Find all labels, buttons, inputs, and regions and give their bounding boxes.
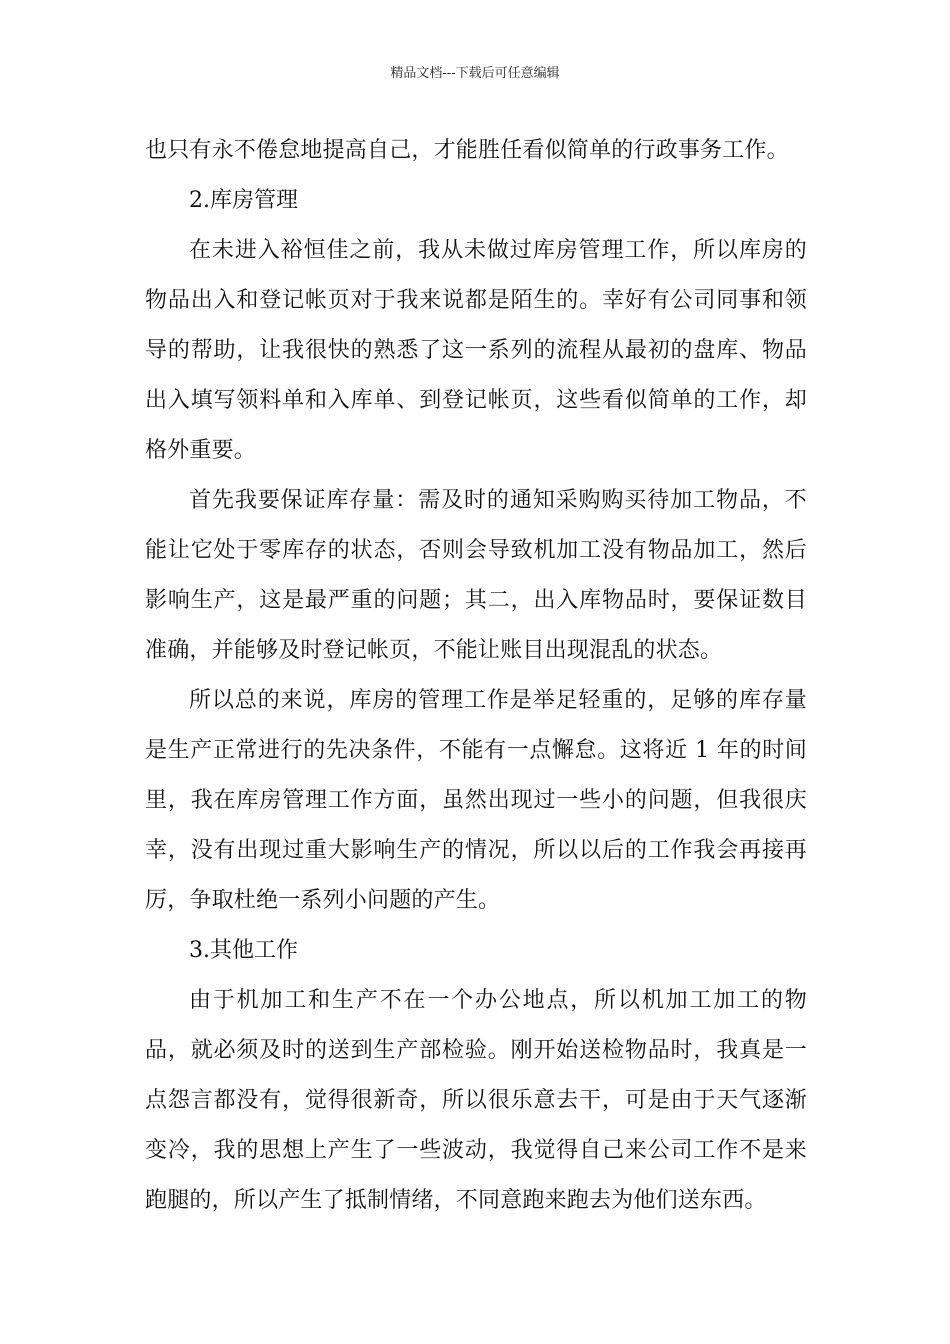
document-body [145, 126, 807, 1226]
section-heading-warehouse: 2.库房管理 [189, 188, 298, 213]
paragraph-summary: 所以总的来说，库房的管理工作是举足轻重的，足够的库存量是生产正常进行的先决条件，不能有一点懈怠。这将近 1 年的时间里，我在库房管理工作方面，虽然出现过一些小的问题，但我很庆幸，没有出现过重大影响生产的情况，所以以后的工作我会再接再厉，争取杜绝一系列小问题的产生。 [145, 688, 807, 913]
paragraph-continuation: 也只有永不倦怠地提高自己，才能胜任看似简单的行政事务工作。 [145, 138, 789, 163]
paragraph-warehouse-intro: 在未进入裕恒佳之前，我从未做过库房管理工作，所以库房的物品出入和登记帐页对于我来说都是陌生的。幸好有公司同事和领导的帮助，让我很快的熟悉了这一系列的流程从最初的盘库、物品出入填写领料单和入库单、到登记帐页，这些看似简单的工作，却格外重要。 [145, 238, 807, 463]
paragraph-inventory: 首先我要保证库存量：需及时的通知采购购买待加工物品，不能让它处于零库存的状态，否则会导致机加工没有物品加工，然后影响生产，这是最严重的问题；其二，出入库物品时，要保证数目准确，并能够及时登记帐页，不能让账目出现混乱的状态。 [145, 488, 807, 663]
section-heading-other-work: 3.其他工作 [189, 938, 298, 963]
paragraph-other-work: 由于机加工和生产不在一个办公地点，所以机加工加工的物品，就必须及时的送到生产部检验。刚开始送检物品时，我真是一点怨言都没有，觉得很新奇，所以很乐意去干，可是由于天气逐渐变冷，我的思想上产生了一些波动，我觉得自己来公司工作不是来跑腿的，所以产生了抵制情绪，不同意跑来跑去为他们送东西。 [145, 988, 807, 1213]
page-header: 精品文档---下载后可任意编辑 [390, 66, 560, 81]
